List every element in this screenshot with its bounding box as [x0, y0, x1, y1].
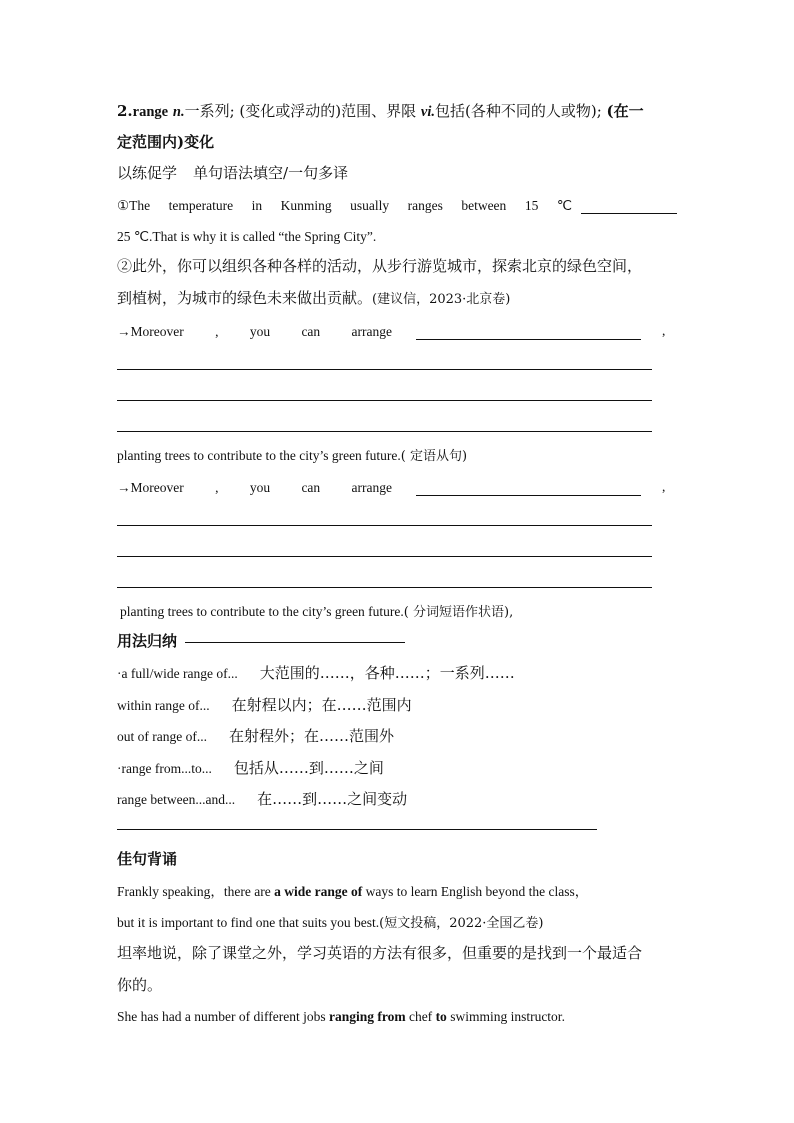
question-2-cn-line1: ②此外，你可以组织各种各样的活动，从步行游览城市，探索北京的绿色空间，	[117, 257, 643, 275]
translation-2-tail	[120, 605, 513, 619]
usage-item	[117, 791, 407, 807]
translation-2-prompt	[117, 480, 392, 496]
translation-1-blank-line[interactable]	[117, 400, 652, 401]
translation-1-tail	[117, 449, 467, 463]
section-number: 2.	[117, 102, 133, 120]
recite-source: (短文投稿，2022·全国乙卷)	[379, 916, 544, 931]
arrow-word: arrange	[351, 480, 392, 495]
q1-word: temperature	[168, 198, 234, 213]
q1-word: between	[461, 198, 507, 213]
arrow-word: arrange	[351, 324, 392, 339]
recite-text: She has had a number of different jobs	[117, 1009, 329, 1024]
q1-word: 15	[524, 198, 539, 213]
tail-note: ( 定语从句)	[400, 449, 468, 464]
q1-word: in	[251, 198, 263, 213]
q1-word: ranges	[407, 198, 443, 213]
arrow-word: ,	[215, 480, 219, 495]
tail-text: planting trees to contribute to the city’s green future.	[117, 448, 401, 463]
recite-text: swimming instructor.	[446, 1009, 565, 1024]
question-1-line1	[117, 198, 572, 214]
usage-heading: 用法归纳	[117, 632, 178, 650]
verb-definition: 包括(各种不同的人或物);	[434, 102, 607, 120]
headword: range	[132, 104, 169, 120]
pos-verb: vi.	[420, 104, 435, 120]
usage-item	[117, 697, 412, 713]
arrow-word: you	[249, 480, 271, 495]
recite-heading: 佳句背诵	[117, 850, 178, 868]
usage-phrase: within range of...	[117, 698, 210, 713]
usage-heading-rule	[185, 642, 405, 643]
recite-text: chef	[405, 1009, 436, 1024]
q1-word: ①The	[117, 198, 151, 213]
usage-item	[117, 665, 515, 681]
recite-translation-line1: 坦率地说，除了课堂之外，学习英语的方法有很多，但重要的是找到一个最适合	[117, 944, 643, 962]
usage-phrase: ·a full/wide range of...	[117, 666, 238, 681]
recite-sentence-2	[117, 1010, 565, 1024]
usage-item	[117, 760, 384, 776]
arrow-word: can	[301, 480, 321, 495]
usage-item	[117, 728, 394, 744]
recite-text: but it is important to find one that suits you best.	[117, 915, 380, 930]
recite-text: Frankly speaking，there are	[117, 884, 275, 899]
usage-phrase: range between...and...	[117, 792, 236, 807]
range-definition-line1	[117, 104, 644, 120]
tail-note: ( 分词短语作状语),	[403, 605, 514, 620]
range-definition-line2: 定范围内)变化	[117, 133, 215, 151]
usage-meaning: 大范围的……，各种……；一系列……	[259, 664, 515, 682]
arrow-word: →Moreover	[117, 324, 184, 339]
usage-meaning: 在射程外；在……范围外	[228, 727, 394, 745]
recite-key-phrase: to	[435, 1009, 447, 1024]
usage-phrase: out of range of...	[117, 729, 207, 744]
q1-word: Kunming	[280, 198, 332, 213]
arrow-word: can	[301, 324, 321, 339]
q2-source: (建议信，2023·北京卷)	[372, 292, 511, 307]
translation-2-blank-line[interactable]	[117, 556, 652, 557]
practice-title: 以练促学	[117, 164, 178, 182]
recite-key-phrase: a wide range of	[274, 884, 363, 899]
translation-2-comma: ,	[662, 479, 666, 494]
practice-heading	[117, 166, 348, 181]
pos-noun: n.	[172, 104, 185, 120]
translation-1-blank-line[interactable]	[117, 369, 652, 370]
translation-2-blank-inline[interactable]	[416, 495, 641, 496]
arrow-word: ,	[215, 324, 219, 339]
q2-cn-text: 到植树，为城市的绿色未来做出贡献。	[117, 289, 373, 307]
translation-2-blank-line[interactable]	[117, 525, 652, 526]
recite-sentence-1-line2	[117, 916, 544, 930]
usage-meaning: 在……到……之间变动	[257, 790, 408, 808]
noun-definition: 一系列; (变化或浮动的)范围、界限	[184, 102, 421, 120]
recite-key-phrase: ranging from	[328, 1009, 406, 1024]
translation-1-comma: ,	[662, 323, 666, 338]
usage-meaning: 包括从……到……之间	[233, 759, 384, 777]
practice-subtitle: 单句语法填空/一句多译	[193, 164, 349, 182]
q1-word: usually	[350, 198, 390, 213]
q1-word: ℃	[556, 198, 572, 213]
tail-text: planting trees to contribute to the city’s green future.	[120, 604, 404, 619]
usage-phrase: ·range from...to...	[117, 761, 212, 776]
translation-2-blank-line[interactable]	[117, 587, 652, 588]
question-1-line2: 25 ℃.That is why it is called “the Spring City”.	[117, 229, 377, 244]
translation-1-prompt	[117, 324, 392, 340]
question-2-cn-line2	[117, 291, 510, 306]
recite-sentence-1	[117, 885, 588, 899]
q1-answer-blank[interactable]	[581, 213, 677, 214]
translation-1-blank-inline[interactable]	[416, 339, 641, 340]
usage-bottom-rule	[117, 829, 597, 830]
arrow-word: you	[249, 324, 271, 339]
arrow-word: →Moreover	[117, 480, 184, 495]
verb-definition-2: (在一	[606, 102, 644, 120]
recite-translation-line2: 你的。	[117, 976, 163, 994]
usage-meaning: 在射程以内；在……范围内	[231, 696, 412, 714]
translation-1-blank-line[interactable]	[117, 431, 652, 432]
recite-text: ways to learn English beyond the class，	[362, 884, 589, 899]
